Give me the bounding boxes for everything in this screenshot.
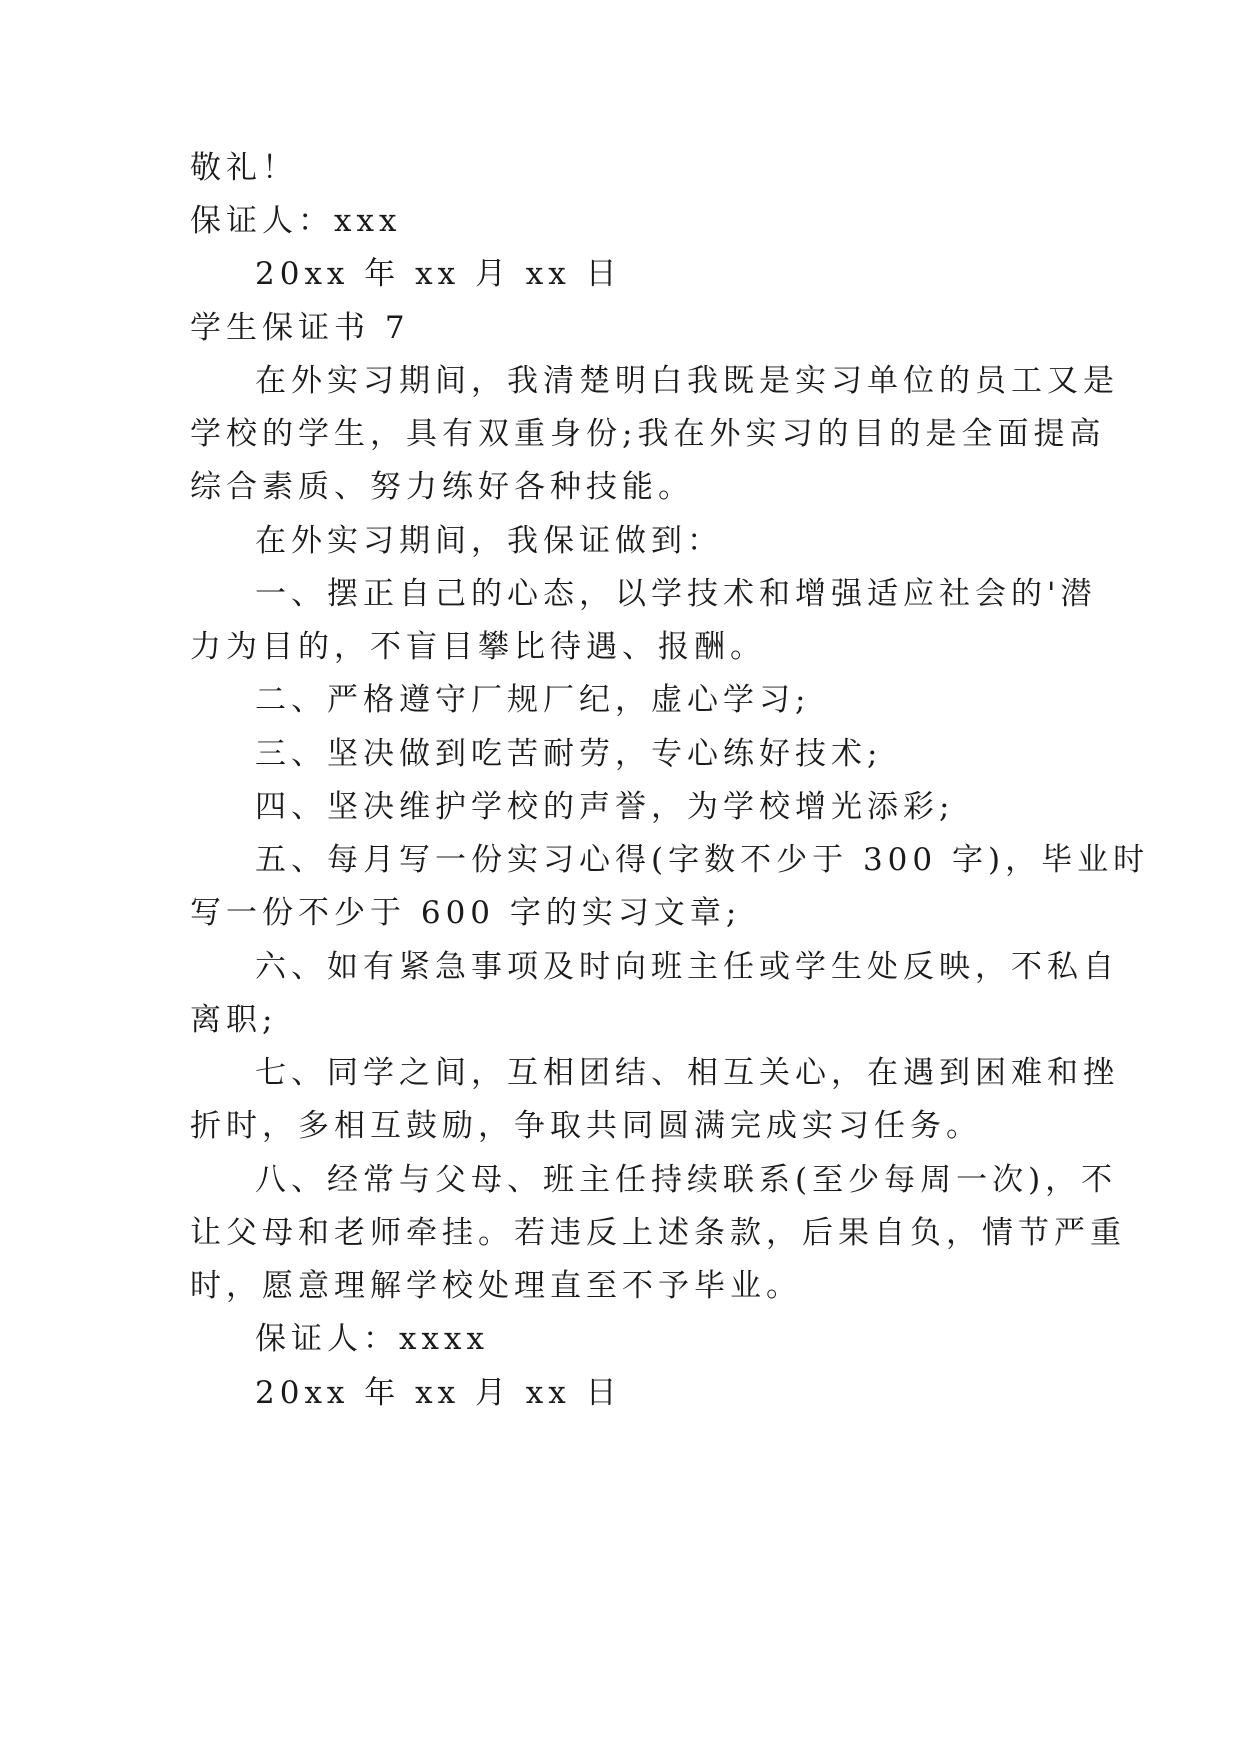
signature-date: 20xx 年 xx 月 xx 日 bbox=[255, 1375, 622, 1411]
pledge-item-6-cont: 离职; bbox=[190, 1002, 278, 1038]
pledge-item-5-cont: 写一份不少于 600 字的实习文章; bbox=[190, 895, 742, 931]
intro-line: 综合素质、努力练好各种技能。 bbox=[190, 469, 694, 505]
pledge-item-5: 五、每月写一份实习心得(字数不少于 300 字)，毕业时 bbox=[255, 842, 1150, 878]
closing-date: 20xx 年 xx 月 xx 日 bbox=[255, 256, 622, 292]
pledge-intro: 在外实习期间，我保证做到： bbox=[255, 523, 723, 559]
pledge-item-8-cont: 让父母和老师牵挂。若违反上述条款，后果自负，情节严重 bbox=[190, 1215, 1126, 1251]
pledge-item-2: 二、严格遵守厂规厂纪，虚心学习; bbox=[255, 682, 811, 718]
pledge-item-6: 六、如有紧急事项及时向班主任或学生处反映，不私自 bbox=[255, 949, 1119, 985]
signature-guarantor: 保证人：xxxx bbox=[255, 1321, 489, 1357]
intro-line: 学校的学生，具有双重身份;我在外实习的目的是全面提高 bbox=[190, 416, 1106, 452]
pledge-item-1: 一、摆正自己的心态，以学技术和增强适应社会的'潜 bbox=[255, 576, 1097, 612]
closing-guarantor: 保证人：xxx bbox=[190, 203, 402, 239]
pledge-item-8-cont: 时，愿意理解学校处理直至不予毕业。 bbox=[190, 1268, 802, 1304]
pledge-item-4: 四、坚决维护学校的声誉，为学校增光添彩; bbox=[255, 789, 955, 825]
pledge-item-8: 八、经常与父母、班主任持续联系(至少每周一次)，不 bbox=[255, 1162, 1118, 1198]
pledge-item-7: 七、同学之间，互相团结、相互关心，在遇到困难和挫 bbox=[255, 1055, 1119, 1091]
closing-salute: 敬礼！ bbox=[190, 150, 298, 186]
section-title: 学生保证书 7 bbox=[190, 310, 410, 346]
pledge-item-3: 三、坚决做到吃苦耐劳，专心练好技术; bbox=[255, 736, 883, 772]
pledge-item-7-cont: 折时，多相互鼓励，争取共同圆满完成实习任务。 bbox=[190, 1108, 982, 1144]
intro-line: 在外实习期间，我清楚明白我既是实习单位的员工又是 bbox=[255, 363, 1119, 399]
pledge-item-1-cont: 力为目的，不盲目攀比待遇、报酬。 bbox=[190, 629, 766, 665]
